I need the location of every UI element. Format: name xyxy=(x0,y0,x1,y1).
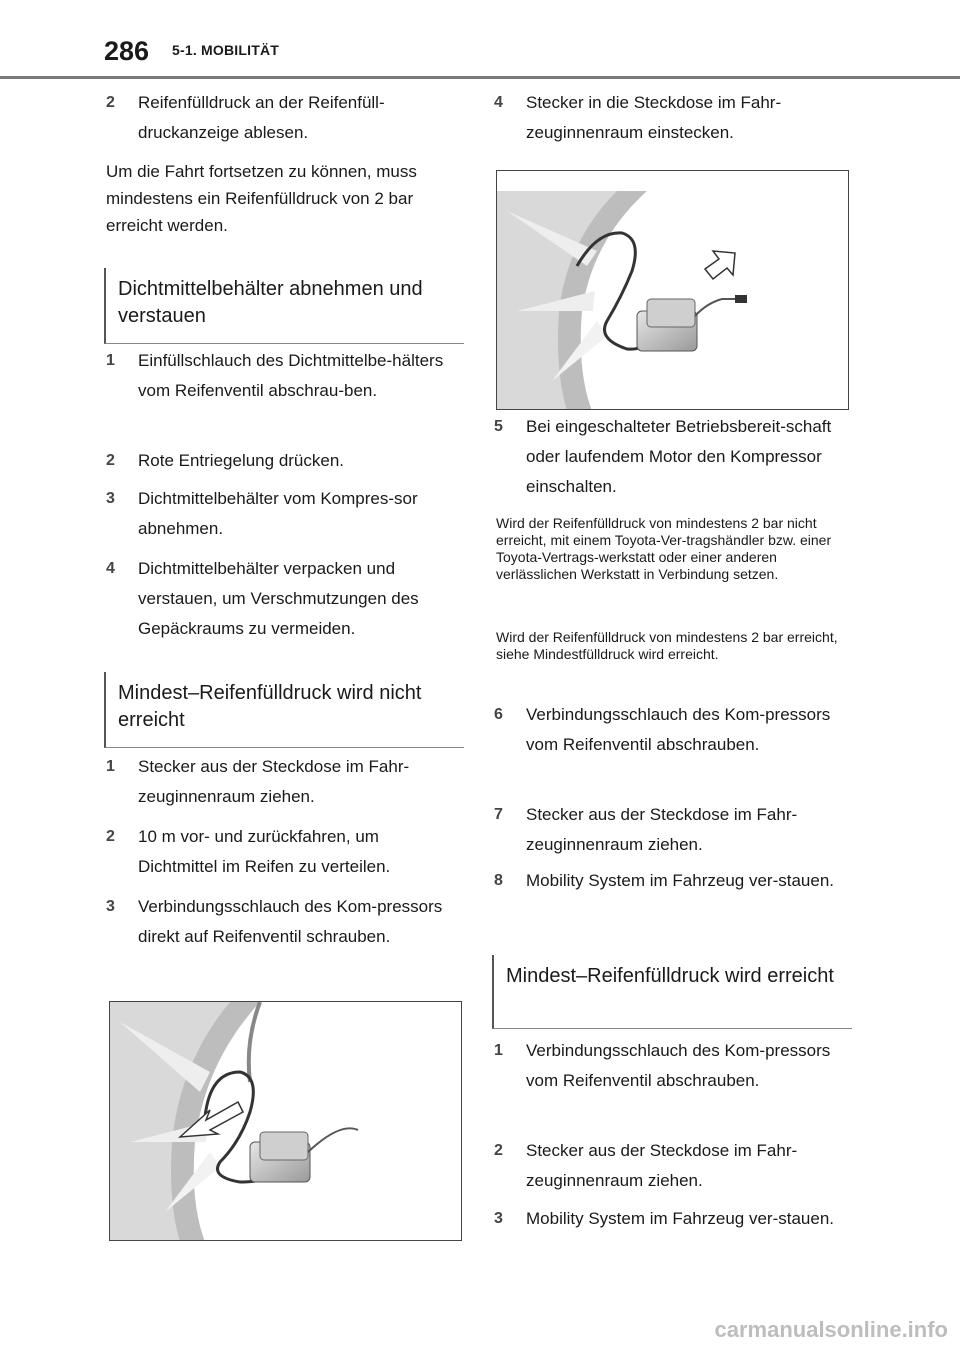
step-text: Stecker aus der Steckdose im Fahr-zeuginnenraum ziehen. xyxy=(526,805,798,854)
header-divider xyxy=(0,76,960,79)
heading-pressure-not-reached xyxy=(104,672,464,748)
note-reached: Wird der Reifenfülldruck von mindestens 2 bar erreicht, siehe Mindestfülldruck wird erreicht. xyxy=(496,629,838,662)
step-number: 2 xyxy=(106,94,115,111)
step-item xyxy=(106,484,446,544)
step-item xyxy=(106,822,446,882)
step-text: Mobility System im Fahrzeug ver-stauen. xyxy=(526,871,834,890)
step-item xyxy=(494,866,834,896)
step-number: 1 xyxy=(106,352,115,369)
step-text: 10 m vor- und zurückfahren, um Dichtmittel im Reifen zu verteilen. xyxy=(138,827,391,876)
step-number: 3 xyxy=(494,1210,503,1227)
tire-compressor-illustration xyxy=(110,1002,462,1241)
step-text: Dichtmittelbehälter vom Kompres-sor abnehmen. xyxy=(138,489,418,538)
step-number: 2 xyxy=(106,828,115,845)
step-item xyxy=(494,1036,834,1096)
step-text: Verbindungsschlauch des Kom-pressors vom Reifenventil abschrauben. xyxy=(526,705,831,754)
step-item xyxy=(106,554,446,644)
step-text: Reifenfülldruck an der Reifenfüll-druckanzeige ablesen. xyxy=(138,93,385,142)
step-text: Verbindungsschlauch des Kom-pressors direkt auf Reifenventil schrauben. xyxy=(138,897,443,946)
step-item xyxy=(494,800,834,860)
step-number: 3 xyxy=(106,490,115,507)
step-text: Rote Entriegelung drücken. xyxy=(138,451,345,470)
step-item xyxy=(106,892,446,952)
step-read-pressure xyxy=(106,88,446,148)
heading-text: Mindest–Reifenfülldruck wird nicht erreicht xyxy=(118,682,422,731)
step-number: 3 xyxy=(106,898,115,915)
heading-remove-sealant xyxy=(104,268,464,344)
watermark: carmanualsonline.info xyxy=(714,1317,948,1342)
step-text: Einfüllschlauch des Dichtmittelbe-hälters vom Reifenventil abschrau-ben. xyxy=(138,351,444,400)
heading-pressure-reached xyxy=(492,955,852,1029)
section-title: 5-1. MOBILITÄT xyxy=(172,42,280,58)
step-number: 5 xyxy=(494,418,503,435)
note-not-reached: Wird der Reifenfülldruck von mindestens 2 bar nicht erreicht, mit einem Toyota-Ver-tragshändler bzw. einer Toyota-Vertrags-werkstatt oder einer anderen verlässlichen Werkstatt in Verbindung setzen. xyxy=(496,515,832,582)
step-number: 2 xyxy=(106,452,115,469)
step-item xyxy=(494,412,834,502)
intro-paragraph: Um die Fahrt fortsetzen zu können, muss mindestens ein Reifenfülldruck von 2 bar erreicht werden. xyxy=(106,162,417,235)
step-number: 4 xyxy=(494,94,503,111)
step-item xyxy=(494,88,834,148)
heading-text: Dichtmittelbehälter abnehmen und verstauen xyxy=(118,278,423,327)
step-item xyxy=(106,346,446,406)
step-item xyxy=(106,752,446,812)
illustration-plug-socket xyxy=(496,170,849,410)
step-text: Mobility System im Fahrzeug ver-stauen. xyxy=(526,1209,834,1228)
step-item xyxy=(494,1204,834,1234)
step-number: 8 xyxy=(494,872,503,889)
step-text: Stecker in die Steckdose im Fahr-zeuginnenraum einstecken. xyxy=(526,93,782,142)
step-number: 6 xyxy=(494,706,503,723)
heading-text: Mindest–Reifenfülldruck wird erreicht xyxy=(506,965,834,987)
step-text: Stecker aus der Steckdose im Fahr-zeuginnenraum ziehen. xyxy=(526,1141,798,1190)
page-number: 286 xyxy=(104,36,150,66)
step-item xyxy=(106,446,446,476)
step-number: 1 xyxy=(106,758,115,775)
step-number: 2 xyxy=(494,1142,503,1159)
step-text: Stecker aus der Steckdose im Fahr-zeuginnenraum ziehen. xyxy=(138,757,410,806)
step-text: Dichtmittelbehälter verpacken und verstauen, um Verschmutzungen des Gepäckraums zu vermeiden. xyxy=(138,559,419,638)
step-text: Bei eingeschalteter Betriebsbereit-schaft oder laufendem Motor den Kompressor einschalten. xyxy=(526,417,832,496)
step-number: 7 xyxy=(494,806,503,823)
step-text: Verbindungsschlauch des Kom-pressors vom Reifenventil abschrauben. xyxy=(526,1041,831,1090)
plug-socket-illustration xyxy=(497,171,849,410)
step-number: 1 xyxy=(494,1042,503,1059)
step-item xyxy=(494,1136,834,1196)
step-number: 4 xyxy=(106,560,115,577)
illustration-compressor-valve xyxy=(109,1001,462,1241)
step-item xyxy=(494,700,834,760)
